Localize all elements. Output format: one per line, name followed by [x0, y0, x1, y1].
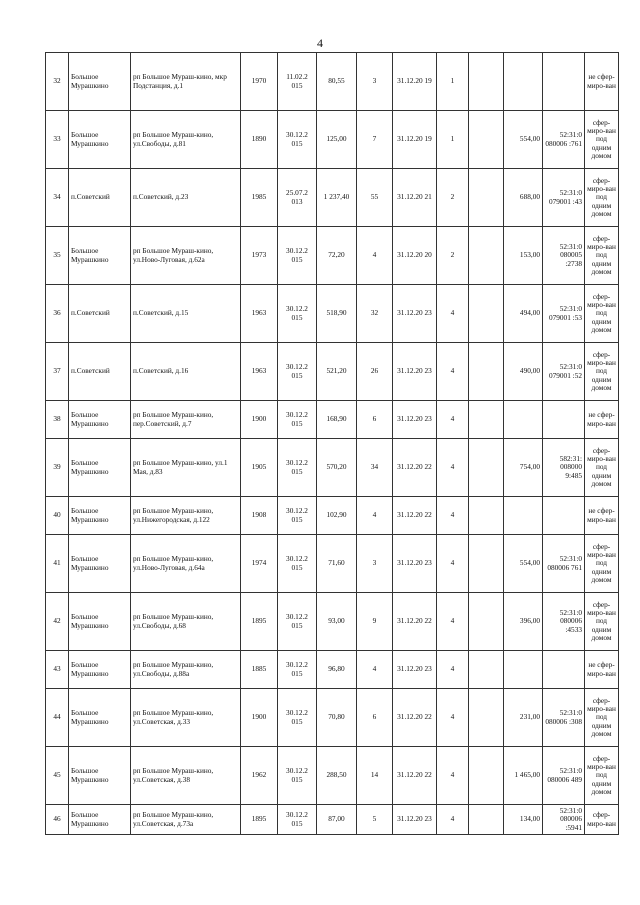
table-row: [46, 227, 619, 285]
settlement-cell: Большое Мурашкино: [69, 651, 131, 689]
year-cell: 1908: [241, 497, 278, 535]
land-status-cell: сфер-миро-ван под одним домом: [585, 593, 619, 651]
land-status-cell: сфер-миро-ван под одним домом: [585, 747, 619, 805]
housing-register-table: [45, 52, 619, 835]
deadline-date-cell: 31.12.20 19: [393, 53, 437, 111]
land-status-cell: сфер-миро-ван под одним домом: [585, 439, 619, 497]
land-area-cell: 134,00: [504, 805, 543, 835]
land-status-cell: не сфер-миро-ван: [585, 401, 619, 439]
survey-date-cell: 30.12.2 015: [278, 227, 317, 285]
table-row: [46, 343, 619, 401]
table-row: [46, 111, 619, 169]
deadline-date-cell: 31.12.20 21: [393, 169, 437, 227]
row-number-cell: 46: [46, 805, 69, 835]
year-cell: 1900: [241, 401, 278, 439]
blank-cell: [469, 169, 504, 227]
land-status-cell: сфер-миро-ван под одним домом: [585, 169, 619, 227]
area-cell: 288,50: [317, 747, 357, 805]
year-cell: 1962: [241, 747, 278, 805]
address-cell: п.Советский, д.15: [131, 285, 241, 343]
land-area-cell: 396,00: [504, 593, 543, 651]
area-cell: 521,20: [317, 343, 357, 401]
survey-date-cell: 30.12.2 015: [278, 689, 317, 747]
deadline-date-cell: 31.12.20 22: [393, 689, 437, 747]
land-status-cell: не сфер-миро-ван: [585, 651, 619, 689]
deadline-date-cell: 31.12.20 23: [393, 285, 437, 343]
year-cell: 1970: [241, 53, 278, 111]
settlement-cell: Большое Мурашкино: [69, 401, 131, 439]
area-cell: 72,20: [317, 227, 357, 285]
land-area-cell: 554,00: [504, 111, 543, 169]
survey-date-cell: 30.12.2 015: [278, 747, 317, 805]
land-area-cell: 494,00: [504, 285, 543, 343]
address-cell: рп Большое Мураш-кино, ул.Ново-Луговая, д.64а: [131, 535, 241, 593]
row-number-cell: 42: [46, 593, 69, 651]
blank-cell: [469, 53, 504, 111]
residents-cell: 4: [357, 651, 393, 689]
area-cell: 125,00: [317, 111, 357, 169]
blank-cell: [469, 535, 504, 593]
row-number-cell: 43: [46, 651, 69, 689]
settlement-cell: Большое Мурашкино: [69, 111, 131, 169]
settlement-cell: п.Советский: [69, 169, 131, 227]
settlement-cell: Большое Мурашкино: [69, 497, 131, 535]
area-cell: 96,80: [317, 651, 357, 689]
deadline-date-cell: 31.12.20 23: [393, 805, 437, 835]
row-number-cell: 41: [46, 535, 69, 593]
row-number-cell: 36: [46, 285, 69, 343]
land-status-cell: сфер-миро-ван: [585, 805, 619, 835]
land-status-cell: не сфер-миро-ван: [585, 53, 619, 111]
stage-cell: 4: [437, 689, 469, 747]
cadastral-number-cell: 52:31:0 079001 :43: [543, 169, 585, 227]
deadline-date-cell: 31.12.20 22: [393, 593, 437, 651]
deadline-date-cell: 31.12.20 23: [393, 651, 437, 689]
settlement-cell: Большое Мурашкино: [69, 227, 131, 285]
cadastral-number-cell: 52:31:0 080006 :4533: [543, 593, 585, 651]
address-cell: рп Большое Мураш-кино, ул.Советская, д.33: [131, 689, 241, 747]
deadline-date-cell: 31.12.20 22: [393, 497, 437, 535]
survey-date-cell: 30.12.2 015: [278, 439, 317, 497]
year-cell: 1985: [241, 169, 278, 227]
address-cell: рп Большое Мураш-кино, ул.Советская, д.38: [131, 747, 241, 805]
stage-cell: 4: [437, 497, 469, 535]
blank-cell: [469, 439, 504, 497]
land-area-cell: 754,00: [504, 439, 543, 497]
stage-cell: 4: [437, 343, 469, 401]
residents-cell: 34: [357, 439, 393, 497]
land-area-cell: [504, 651, 543, 689]
deadline-date-cell: 31.12.20 23: [393, 343, 437, 401]
table-row: [46, 651, 619, 689]
stage-cell: 2: [437, 227, 469, 285]
settlement-cell: Большое Мурашкино: [69, 747, 131, 805]
cadastral-number-cell: [543, 401, 585, 439]
area-cell: 70,80: [317, 689, 357, 747]
residents-cell: 4: [357, 497, 393, 535]
stage-cell: 4: [437, 805, 469, 835]
row-number-cell: 34: [46, 169, 69, 227]
area-cell: 1 237,40: [317, 169, 357, 227]
residents-cell: 3: [357, 53, 393, 111]
address-cell: рп Большое Мураш-кино, ул.Свободы, д.68: [131, 593, 241, 651]
blank-cell: [469, 401, 504, 439]
stage-cell: 4: [437, 747, 469, 805]
year-cell: 1963: [241, 343, 278, 401]
stage-cell: 4: [437, 593, 469, 651]
settlement-cell: п.Советский: [69, 343, 131, 401]
row-number-cell: 39: [46, 439, 69, 497]
year-cell: 1885: [241, 651, 278, 689]
row-number-cell: 37: [46, 343, 69, 401]
land-area-cell: 231,00: [504, 689, 543, 747]
row-number-cell: 38: [46, 401, 69, 439]
area-cell: 102,90: [317, 497, 357, 535]
cadastral-number-cell: 52:31:0 080006 :5941: [543, 805, 585, 835]
survey-date-cell: 30.12.2 015: [278, 805, 317, 835]
table-row: [46, 53, 619, 111]
row-number-cell: 40: [46, 497, 69, 535]
land-area-cell: 153,00: [504, 227, 543, 285]
blank-cell: [469, 111, 504, 169]
deadline-date-cell: 31.12.20 20: [393, 227, 437, 285]
survey-date-cell: 30.12.2 015: [278, 111, 317, 169]
row-number-cell: 35: [46, 227, 69, 285]
address-cell: рп Большое Мураш-кино, ул.Свободы, д.88а: [131, 651, 241, 689]
row-number-cell: 32: [46, 53, 69, 111]
address-cell: рп Большое Мураш-кино, мкр Подстанция, д.1: [131, 53, 241, 111]
land-area-cell: 554,00: [504, 535, 543, 593]
table-row: [46, 535, 619, 593]
area-cell: 71,60: [317, 535, 357, 593]
cadastral-number-cell: 52:31:0 080005 :2738: [543, 227, 585, 285]
survey-date-cell: 30.12.2 015: [278, 497, 317, 535]
residents-cell: 32: [357, 285, 393, 343]
row-number-cell: 33: [46, 111, 69, 169]
blank-cell: [469, 497, 504, 535]
stage-cell: 4: [437, 401, 469, 439]
survey-date-cell: 25.07.2 013: [278, 169, 317, 227]
table-row: [46, 439, 619, 497]
blank-cell: [469, 593, 504, 651]
settlement-cell: п.Советский: [69, 285, 131, 343]
area-cell: 87,00: [317, 805, 357, 835]
land-area-cell: [504, 497, 543, 535]
year-cell: 1895: [241, 593, 278, 651]
survey-date-cell: 30.12.2 015: [278, 651, 317, 689]
residents-cell: 14: [357, 747, 393, 805]
cadastral-number-cell: [543, 53, 585, 111]
table-row: [46, 169, 619, 227]
blank-cell: [469, 651, 504, 689]
land-status-cell: не сфер-миро-ван: [585, 497, 619, 535]
stage-cell: 4: [437, 285, 469, 343]
table-row: [46, 805, 619, 835]
address-cell: п.Советский, д.16: [131, 343, 241, 401]
cadastral-number-cell: 52:31:0 080006 489: [543, 747, 585, 805]
table-row: [46, 497, 619, 535]
year-cell: 1895: [241, 805, 278, 835]
cadastral-number-cell: [543, 497, 585, 535]
table-row: [46, 401, 619, 439]
area-cell: 518,90: [317, 285, 357, 343]
area-cell: 570,20: [317, 439, 357, 497]
land-status-cell: сфер-миро-ван под одним домом: [585, 227, 619, 285]
survey-date-cell: 11.02.2 015: [278, 53, 317, 111]
address-cell: рп Большое Мураш-кино, ул.Ново-Луговая, д.62а: [131, 227, 241, 285]
year-cell: 1890: [241, 111, 278, 169]
year-cell: 1900: [241, 689, 278, 747]
residents-cell: 4: [357, 227, 393, 285]
survey-date-cell: 30.12.2 015: [278, 343, 317, 401]
land-area-cell: 1 465,00: [504, 747, 543, 805]
area-cell: 93,00: [317, 593, 357, 651]
table-row: [46, 285, 619, 343]
address-cell: рп Большое Мураш-кино, ул.Свободы, д.81: [131, 111, 241, 169]
address-cell: рп Большое Мураш-кино, ул.Нижегородская, д.122: [131, 497, 241, 535]
deadline-date-cell: 31.12.20 22: [393, 439, 437, 497]
deadline-date-cell: 31.12.20 23: [393, 535, 437, 593]
year-cell: 1963: [241, 285, 278, 343]
cadastral-number-cell: 52:31:0 080006 761: [543, 535, 585, 593]
land-area-cell: 490,00: [504, 343, 543, 401]
land-status-cell: сфер-миро-ван под одним домом: [585, 111, 619, 169]
survey-date-cell: 30.12.2 015: [278, 401, 317, 439]
land-area-cell: 688,00: [504, 169, 543, 227]
residents-cell: 3: [357, 535, 393, 593]
cadastral-number-cell: 52:31:0 079001 :53: [543, 285, 585, 343]
year-cell: 1973: [241, 227, 278, 285]
blank-cell: [469, 285, 504, 343]
cadastral-number-cell: [543, 651, 585, 689]
residents-cell: 6: [357, 401, 393, 439]
deadline-date-cell: 31.12.20 22: [393, 747, 437, 805]
residents-cell: 7: [357, 111, 393, 169]
blank-cell: [469, 227, 504, 285]
residents-cell: 26: [357, 343, 393, 401]
settlement-cell: Большое Мурашкино: [69, 53, 131, 111]
deadline-date-cell: 31.12.20 23: [393, 401, 437, 439]
settlement-cell: Большое Мурашкино: [69, 439, 131, 497]
address-cell: рп Большое Мураш-кино, ул.1 Мая, д.83: [131, 439, 241, 497]
stage-cell: 4: [437, 439, 469, 497]
cadastral-number-cell: 582:31: 008000 9:485: [543, 439, 585, 497]
cadastral-number-cell: 52:31:0 079001 :52: [543, 343, 585, 401]
land-status-cell: сфер-миро-ван под одним домом: [585, 689, 619, 747]
settlement-cell: Большое Мурашкино: [69, 689, 131, 747]
table-row: [46, 689, 619, 747]
land-area-cell: [504, 401, 543, 439]
cadastral-number-cell: 52:31:0 080006 :761: [543, 111, 585, 169]
cadastral-number-cell: 52:31:0 080006 :308: [543, 689, 585, 747]
settlement-cell: Большое Мурашкино: [69, 593, 131, 651]
area-cell: 168,90: [317, 401, 357, 439]
table-body: [46, 53, 619, 835]
table-row: [46, 593, 619, 651]
deadline-date-cell: 31.12.20 19: [393, 111, 437, 169]
table-row: [46, 747, 619, 805]
stage-cell: 1: [437, 53, 469, 111]
residents-cell: 5: [357, 805, 393, 835]
stage-cell: 1: [437, 111, 469, 169]
blank-cell: [469, 805, 504, 835]
year-cell: 1974: [241, 535, 278, 593]
land-status-cell: сфер-миро-ван под одним домом: [585, 535, 619, 593]
row-number-cell: 44: [46, 689, 69, 747]
land-status-cell: сфер-миро-ван под одним домом: [585, 285, 619, 343]
survey-date-cell: 30.12.2 015: [278, 593, 317, 651]
stage-cell: 4: [437, 535, 469, 593]
survey-date-cell: 30.12.2 015: [278, 535, 317, 593]
blank-cell: [469, 689, 504, 747]
land-status-cell: сфер-миро-ван под одним домом: [585, 343, 619, 401]
blank-cell: [469, 747, 504, 805]
survey-date-cell: 30.12.2 015: [278, 285, 317, 343]
land-area-cell: [504, 53, 543, 111]
year-cell: 1905: [241, 439, 278, 497]
address-cell: рп Большое Мураш-кино, ул.Советская, д.73а: [131, 805, 241, 835]
settlement-cell: Большое Мурашкино: [69, 805, 131, 835]
stage-cell: 2: [437, 169, 469, 227]
row-number-cell: 45: [46, 747, 69, 805]
page-number: 4: [317, 36, 323, 50]
area-cell: 80,55: [317, 53, 357, 111]
address-cell: рп Большое Мураш-кино, пер.Советский, д.7: [131, 401, 241, 439]
settlement-cell: Большое Мурашкино: [69, 535, 131, 593]
residents-cell: 55: [357, 169, 393, 227]
stage-cell: 4: [437, 651, 469, 689]
residents-cell: 6: [357, 689, 393, 747]
address-cell: п.Советский, д.23: [131, 169, 241, 227]
residents-cell: 9: [357, 593, 393, 651]
blank-cell: [469, 343, 504, 401]
